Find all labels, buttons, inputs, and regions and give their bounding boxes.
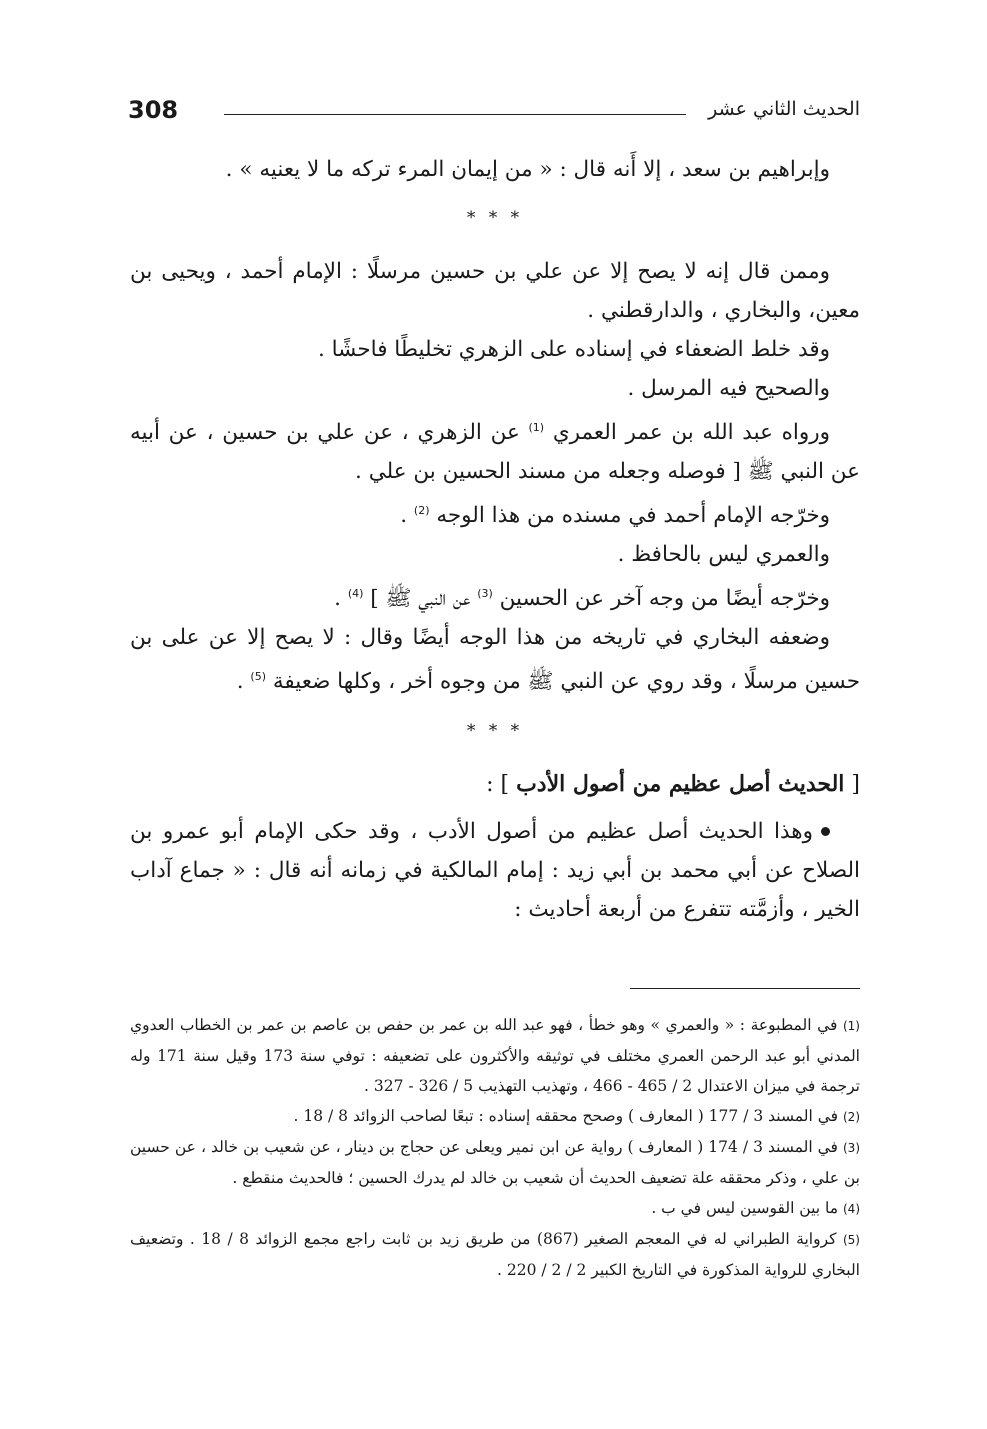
footnote-ref-5: (5)	[250, 670, 266, 684]
footnote-2	[130, 1101, 860, 1132]
paragraph-3: وقد خلط الضعفاء في إسناده على الزهري تخليطًا فاحشًا .	[317, 337, 830, 362]
paragraph-4: والصحيح فيه المرسل .	[627, 376, 830, 401]
footnote-ref-1: (1)	[528, 421, 545, 434]
paragraph-6-part-2: .	[400, 503, 408, 529]
paragraph-5-part-1: ورواه عبد الله بن عمر العمري	[552, 420, 830, 446]
footnote-4	[130, 1193, 860, 1224]
paragraph-10	[130, 812, 860, 929]
section-title: الحديث أصل عظيم من أصول الأدب	[516, 770, 845, 797]
footnote-number: (5)	[842, 1233, 860, 1247]
paragraph-1: وإبراهيم بن سعد ، إلا أَنه قال : « من إيمان المرء تركه ما لا يعنيه » .	[225, 157, 830, 182]
paragraph-8-part-1: وخرّجه أيضًا من وجه آخر عن الحسين	[499, 586, 830, 612]
footnote-1	[130, 1010, 860, 1101]
paragraph-2: وممن قال إنه لا يصح إلا عن علي بن حسين مرسلًا : الإمام أحمد ، ويحيى بن معين، والبخاري ، والدارقطني .	[130, 259, 860, 323]
footnote-text: في المسند 3 / 177 ( المعارف ) وصحح محققه إسناده : تبعًا لصاحب الزوائد 8 / 18 .	[293, 1107, 839, 1125]
header-rule	[224, 114, 686, 115]
body-text	[130, 150, 860, 929]
section-divider-1: * * *	[466, 208, 524, 228]
paragraph-5-part-2: عن الزهري ، عن علي بن حسين ، عن أبيه عن النبي ﷺ [ فوصله وجعله من مسند الحسين بن علي .	[130, 420, 860, 485]
footnote-ref-4: (4)	[347, 587, 364, 601]
paragraph-10-text: وهذا الحديث أصل عظيم من أصول الأدب ، وقد حكى الإمام أبو عمرو بن الصلاح عن أبي محمد بن أبي زيد : إمام المالكية في زمانه أنه قال : « جماع آداب الخير ، وأزمَّته تتفرع من أربعة أحاديث :	[130, 818, 860, 922]
page-header	[128, 96, 860, 132]
paragraph-8	[130, 574, 860, 618]
paragraph-9-part-1: وضعفه البخاري في تاريخه من هذا الوجه أيضًا وقال : لا يصح إلا عن على بن حسين مرسلًا ، وقد روي عن النبي ﷺ من وجوه أخر ، وكلها ضعيفة	[130, 625, 860, 695]
footnote-ref-2: (2)	[413, 504, 430, 518]
paragraph-5	[130, 408, 860, 491]
footnote-text: في المسند 3 / 174 ( المعارف ) رواية عن ابن نمير ويعلى عن حجاج بن دينار ، عن شعيب بن خالد ، عن حسين بن علي ، وذكر محققه علة تضعيف الحديث أن شعيب بن خالد لم يدرك الحسين ؛ فالحديث منقطع .	[130, 1138, 860, 1187]
footnote-text: كرواية الطبراني له في المعجم الصغير (867) من طريق زيد بن ثابت راجع مجمع الزوائد 8 / 18 . وتضعيف البخاري للرواية المذكورة في التاريخ الكبير 2 / 2 / 220 .	[130, 1230, 860, 1279]
section-bracket-open: [	[851, 771, 860, 797]
paragraph-8-part-2: عن النبي ﷺ ]	[370, 586, 471, 612]
footnote-number: (2)	[842, 1110, 860, 1124]
footnote-text: في المطبوعة : « والعمري » وهو خطأ ، فهو عبد الله بن عمر بن حفص بن عاصم بن عمر بن الخطاب العدوي المدني أبو عبد الرحمن العمري مختلف في توثيقه والأكثرون على تضعيفه : توفي سنة 173 وقيل سنة 171 وله ترجمة في ميزان الاعتدال 2 / 465 - 466 ، وتهذيب التهذيب 5 / 326 - 327 .	[130, 1016, 860, 1095]
paragraph-9	[130, 618, 860, 701]
bullet-icon	[821, 827, 830, 836]
footnote-number: (4)	[842, 1202, 860, 1216]
footnote-number: (1)	[842, 1019, 860, 1033]
footnote-number: (3)	[842, 1141, 860, 1155]
footnote-5	[130, 1224, 860, 1285]
section-heading	[130, 765, 860, 804]
page-number: 308	[128, 96, 179, 124]
footnote-ref-3: (3)	[477, 587, 493, 601]
paragraph-6-part-1: وخرّجه الإمام أحمد في مسنده من هذا الوجه	[436, 503, 830, 529]
footnote-rule	[630, 988, 860, 989]
section-bracket-close: ] :	[486, 771, 510, 797]
section-divider-2: * * *	[466, 720, 524, 741]
footnotes	[130, 1010, 860, 1285]
paragraph-7: والعمري ليس بالحافظ .	[617, 542, 830, 568]
running-head: الحديث الثاني عشر	[708, 98, 860, 120]
paragraph-6	[130, 491, 860, 535]
paragraph-8-part-3: .	[334, 586, 341, 612]
footnote-text: ما بين القوسين ليس في ب .	[651, 1199, 839, 1217]
paragraph-9-part-2: .	[236, 669, 244, 695]
footnote-3	[130, 1132, 860, 1193]
